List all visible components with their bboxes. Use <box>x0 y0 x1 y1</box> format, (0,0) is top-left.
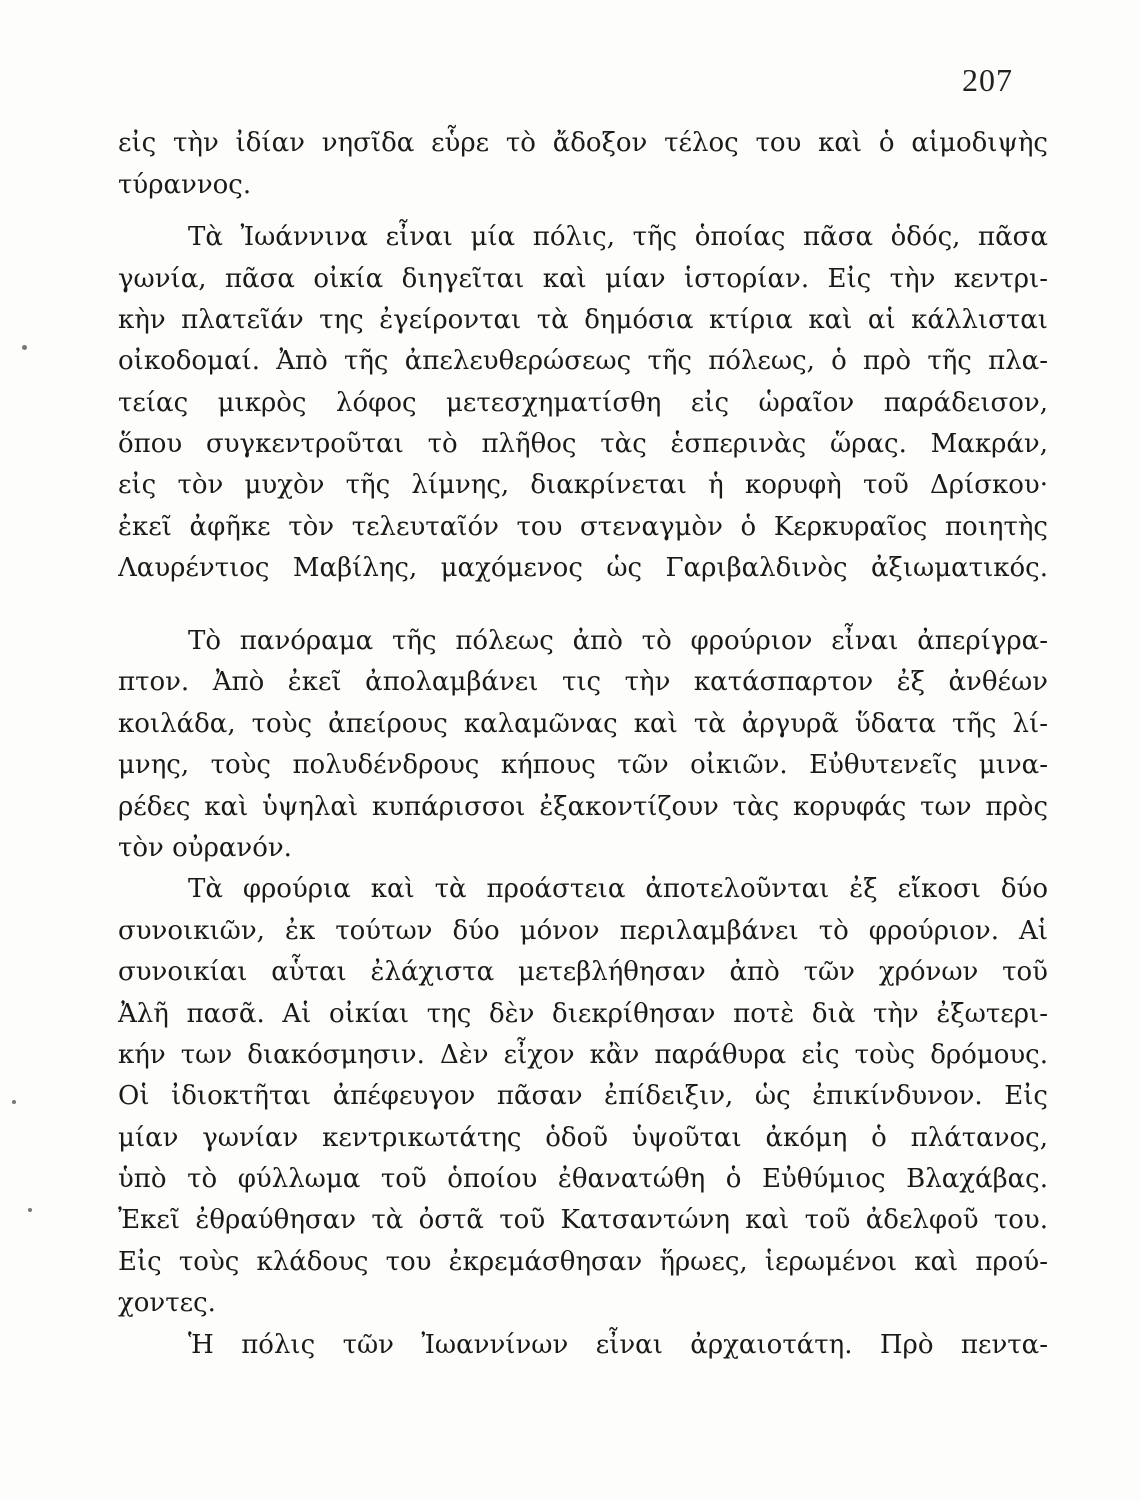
text-line: μίαν γωνίαν κεντρικωτάτης ὁδοῦ ὑψοῦται ἀκόμη ὁ πλάτανος, <box>118 1123 1048 1153</box>
text-line: Τὸ πανόραμα τῆς πόλεως ἀπὸ τὸ φρούριον εἶναι ἀπερίγρα- <box>188 626 1048 656</box>
text-line: κήν των διακόσμησιν. Δὲν εἶχον κἂν παράθυρα εἰς τοὺς δρόμους. <box>118 1040 1048 1070</box>
text-line: ἐκεῖ ἀφῆκε τὸν τελευταῖόν του στεναγμὸν ὁ Κερκυραῖος ποιητὴς <box>118 512 1048 542</box>
page-speck <box>22 345 27 350</box>
text-line: Ἐκεῖ ἐθραύθησαν τὰ ὀστᾶ τοῦ Κατσαντώνη καὶ τοῦ ἀδελφοῦ του. <box>118 1205 1048 1235</box>
text-line: οἰκοδομαί. Ἀπὸ τῆς ἀπελευθερώσεως τῆς πόλεως, ὁ πρὸ τῆς πλα- <box>118 346 1048 376</box>
text-line: πτον. Ἀπὸ ἐκεῖ ἀπολαμβάνει τις τὴν κατάσπαρτον ἐξ ἀνθέων <box>118 667 1048 697</box>
page-speck <box>12 1100 16 1104</box>
text-line: συνοικίαι αὗται ἐλάχιστα μετεβλήθησαν ἀπὸ τῶν χρόνων τοῦ <box>118 957 1048 987</box>
text-line: Ἀλῆ πασᾶ. Αἱ οἰκίαι της δὲν διεκρίθησαν ποτὲ διὰ τὴν ἐξωτερι- <box>118 999 1048 1029</box>
text-line: Τὰ Ἰωάννινα εἶναι μία πόλις, τῆς ὁποίας πᾶσα ὁδός, πᾶσα <box>188 222 1048 252</box>
text-line: μνης, τοὺς πολυδένδρους κήπους τῶν οἰκιῶν. Εὐθυτενεῖς μινα- <box>118 750 1048 780</box>
page-number: 207 <box>962 62 1013 98</box>
text-line: Εἰς τοὺς κλάδους του ἐκρεμάσθησαν ἥρωες, ἱερωμένοι καὶ πρού- <box>118 1247 1048 1277</box>
text-line: συνοικιῶν, ἐκ τούτων δύο μόνον περιλαμβάνει τὸ φρούριον. Αἱ <box>118 916 1048 946</box>
text-line: τείας μικρὸς λόφος μετεσχηματίσθη εἰς ὡραῖον παράδεισον, <box>118 388 1048 418</box>
text-line: ρέδες καὶ ὑψηλαὶ κυπάρισσοι ἐξακοντίζουν τὰς κορυφάς των πρὸς <box>118 792 1048 822</box>
text-line: ὅπου συγκεντροῦται τὸ πλῆθος τὰς ἑσπερινὰς ὥρας. Μακράν, <box>118 429 1048 459</box>
page-speck <box>28 1208 32 1212</box>
text-line: εἰς τὸν μυχὸν τῆς λίμνης, διακρίνεται ἡ κορυφὴ τοῦ Δρίσκου· <box>118 470 1048 500</box>
text-line: Οἱ ἰδιοκτῆται ἀπέφευγον πᾶσαν ἐπίδειξιν, ὡς ἐπικίνδυνον. Εἰς <box>118 1081 1048 1111</box>
text-line: κοιλάδα, τοὺς ἀπείρους καλαμῶνας καὶ τὰ ἀργυρᾶ ὕδατα τῆς λί- <box>118 709 1048 739</box>
text-line: Ἡ πόλις τῶν Ἰωαννίνων εἶναι ἀρχαιοτάτη. Πρὸ πεντα- <box>188 1330 1048 1360</box>
text-line: Λαυρέντιος Μαβίλης, μαχόμενος ὡς Γαριβαλδινὸς ἀξιωματικός. <box>118 553 1048 583</box>
text-line: ὑπὸ τὸ φύλλωμα τοῦ ὁποίου ἐθανατώθη ὁ Εὐθύμιος Βλαχάβας. <box>118 1164 1048 1194</box>
text-line: τύραννος. <box>118 170 252 200</box>
text-line: Τὰ φρούρια καὶ τὰ προάστεια ἀποτελοῦνται ἐξ εἴκοσι δύο <box>188 874 1048 904</box>
text-line: εἰς τὴν ἰδίαν νησῖδα εὗρε τὸ ἄδοξον τέλος του καὶ ὁ αἱμοδιψὴς <box>118 128 1048 158</box>
text-line: γωνία, πᾶσα οἰκία διηγεῖται καὶ μίαν ἱστορίαν. Εἰς τὴν κεντρι- <box>118 264 1048 294</box>
text-line: χοντες. <box>118 1288 216 1318</box>
text-line: κὴν πλατεῖάν της ἐγείρονται τὰ δημόσια κτίρια καὶ αἱ κάλλισται <box>118 305 1048 335</box>
text-line: τὸν οὐρανόν. <box>118 833 292 863</box>
